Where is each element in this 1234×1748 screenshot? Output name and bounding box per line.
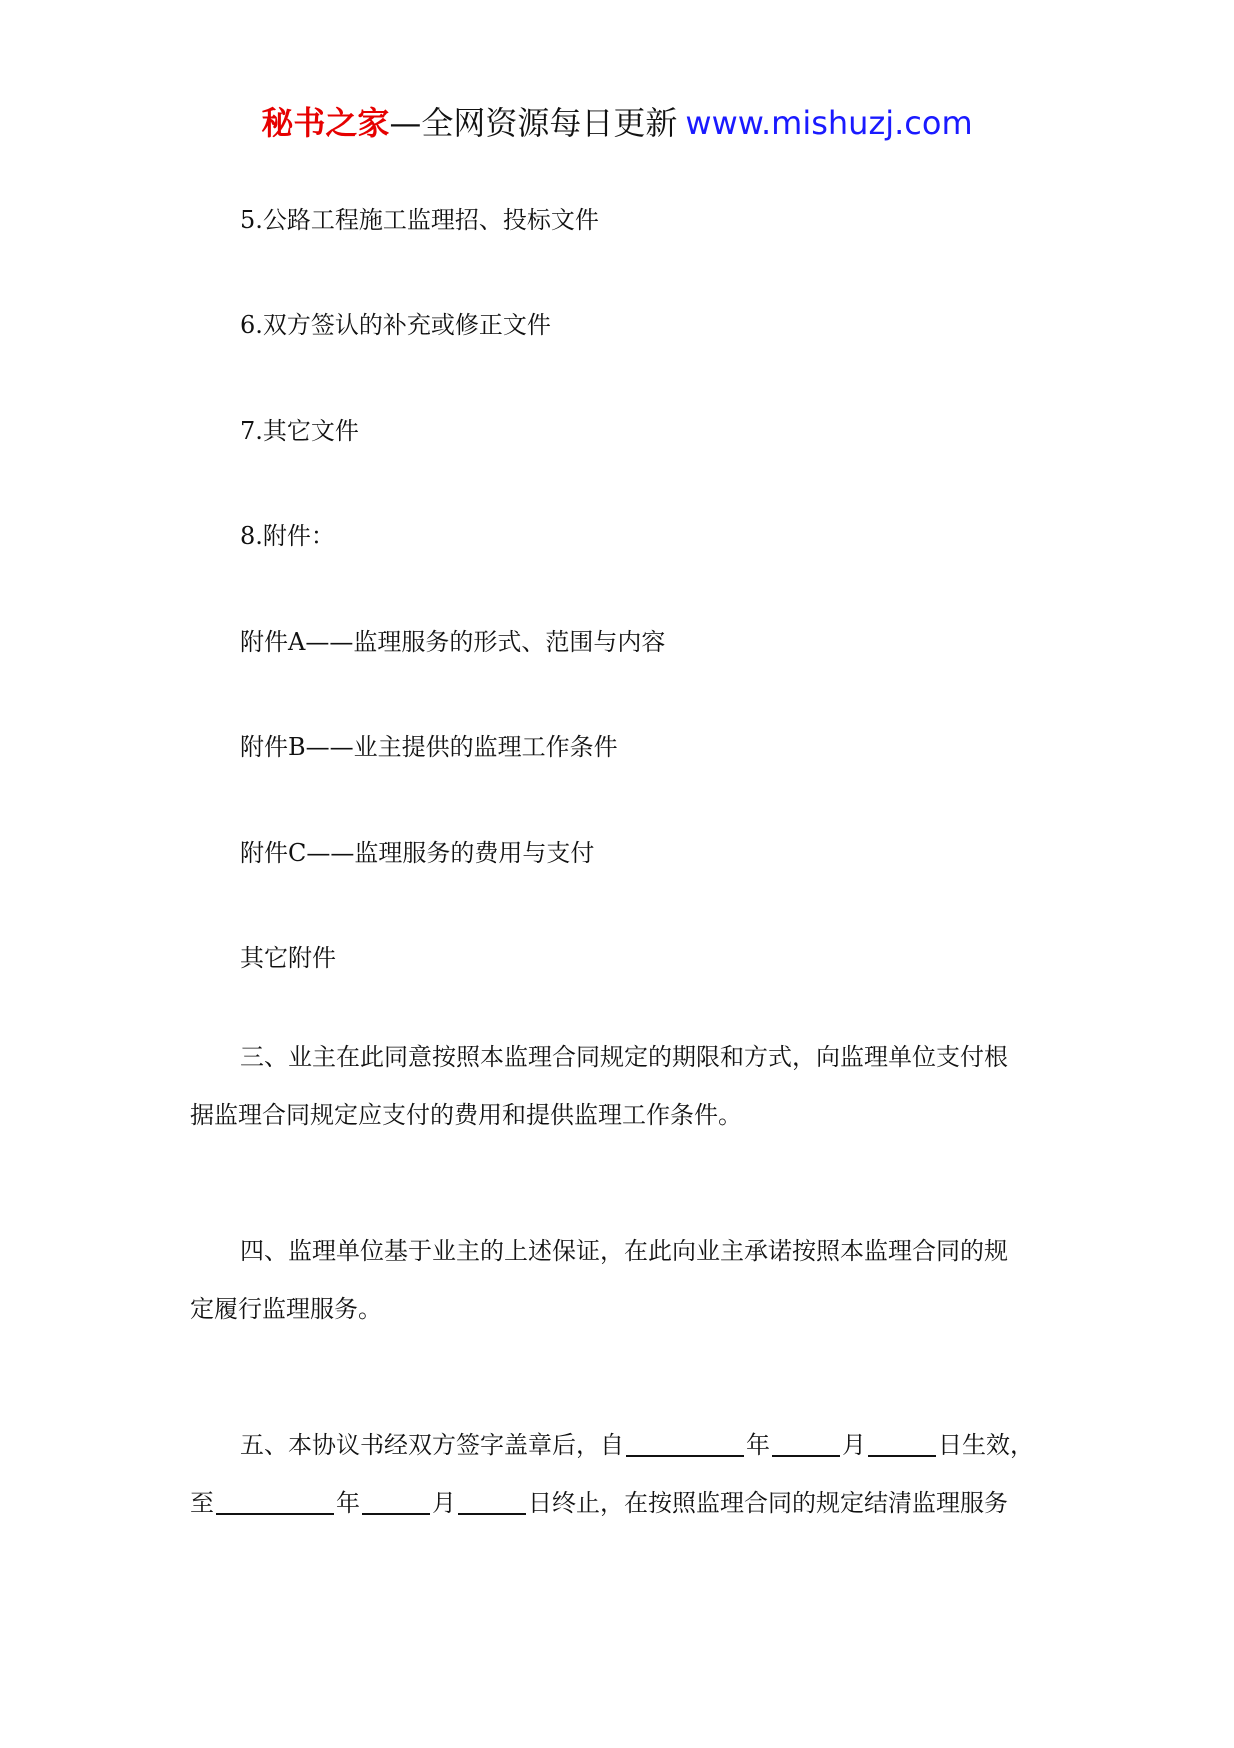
list-item: 6.双方签认的补充或修正文件 [240,311,551,339]
text-segment: 年 [746,1431,770,1459]
paragraph-line: 据监理合同规定应支付的费用和提供监理工作条件。 [190,1101,742,1129]
list-item: 附件C——监理服务的费用与支付 [240,839,595,867]
text-segment: 五、本协议书经双方签字盖章后，自 [240,1431,624,1459]
list-item: 附件B——业主提供的监理工作条件 [240,733,618,761]
blank-day-start [868,1427,936,1457]
header-tagline: —全网资源每日更新 [389,104,678,142]
text-segment: 至 [190,1489,214,1517]
paragraph-three [190,1028,1050,1144]
text-segment: 月 [842,1431,866,1459]
header-site-link[interactable]: www.mishuzj.com [685,104,973,142]
text-segment: 日终止，在按照监理合同的规定结清监理服务 [528,1489,1008,1517]
blank-year-start [626,1427,744,1457]
paragraph-line: 三、业主在此同意按照本监理合同规定的期限和方式，向监理单位支付根 [240,1043,1008,1071]
text-segment: 月 [432,1489,456,1517]
blank-year-end [216,1485,334,1515]
list-item: 其它附件 [240,944,336,972]
list-item: 8.附件： [240,522,335,550]
header-brand: 秘书之家 [261,104,390,142]
list-item: 5.公路工程施工监理招、投标文件 [240,206,599,234]
paragraph-line: 定履行监理服务。 [190,1295,382,1323]
paragraph-line [190,1474,1050,1532]
text-segment: 年 [336,1489,360,1517]
page-header [0,98,1234,148]
paragraph-line: 四、监理单位基于业主的上述保证，在此向业主承诺按照本监理合同的规 [240,1237,1008,1265]
blank-month-start [772,1427,840,1457]
list-item: 7.其它文件 [240,417,359,445]
paragraph-line [190,1416,1050,1474]
list-item: 附件A——监理服务的形式、范围与内容 [240,628,666,656]
paragraph-four [190,1222,1050,1338]
paragraph-five [190,1416,1050,1532]
blank-day-end [458,1485,526,1515]
blank-month-end [362,1485,430,1515]
text-segment: 日生效， [938,1431,1034,1459]
